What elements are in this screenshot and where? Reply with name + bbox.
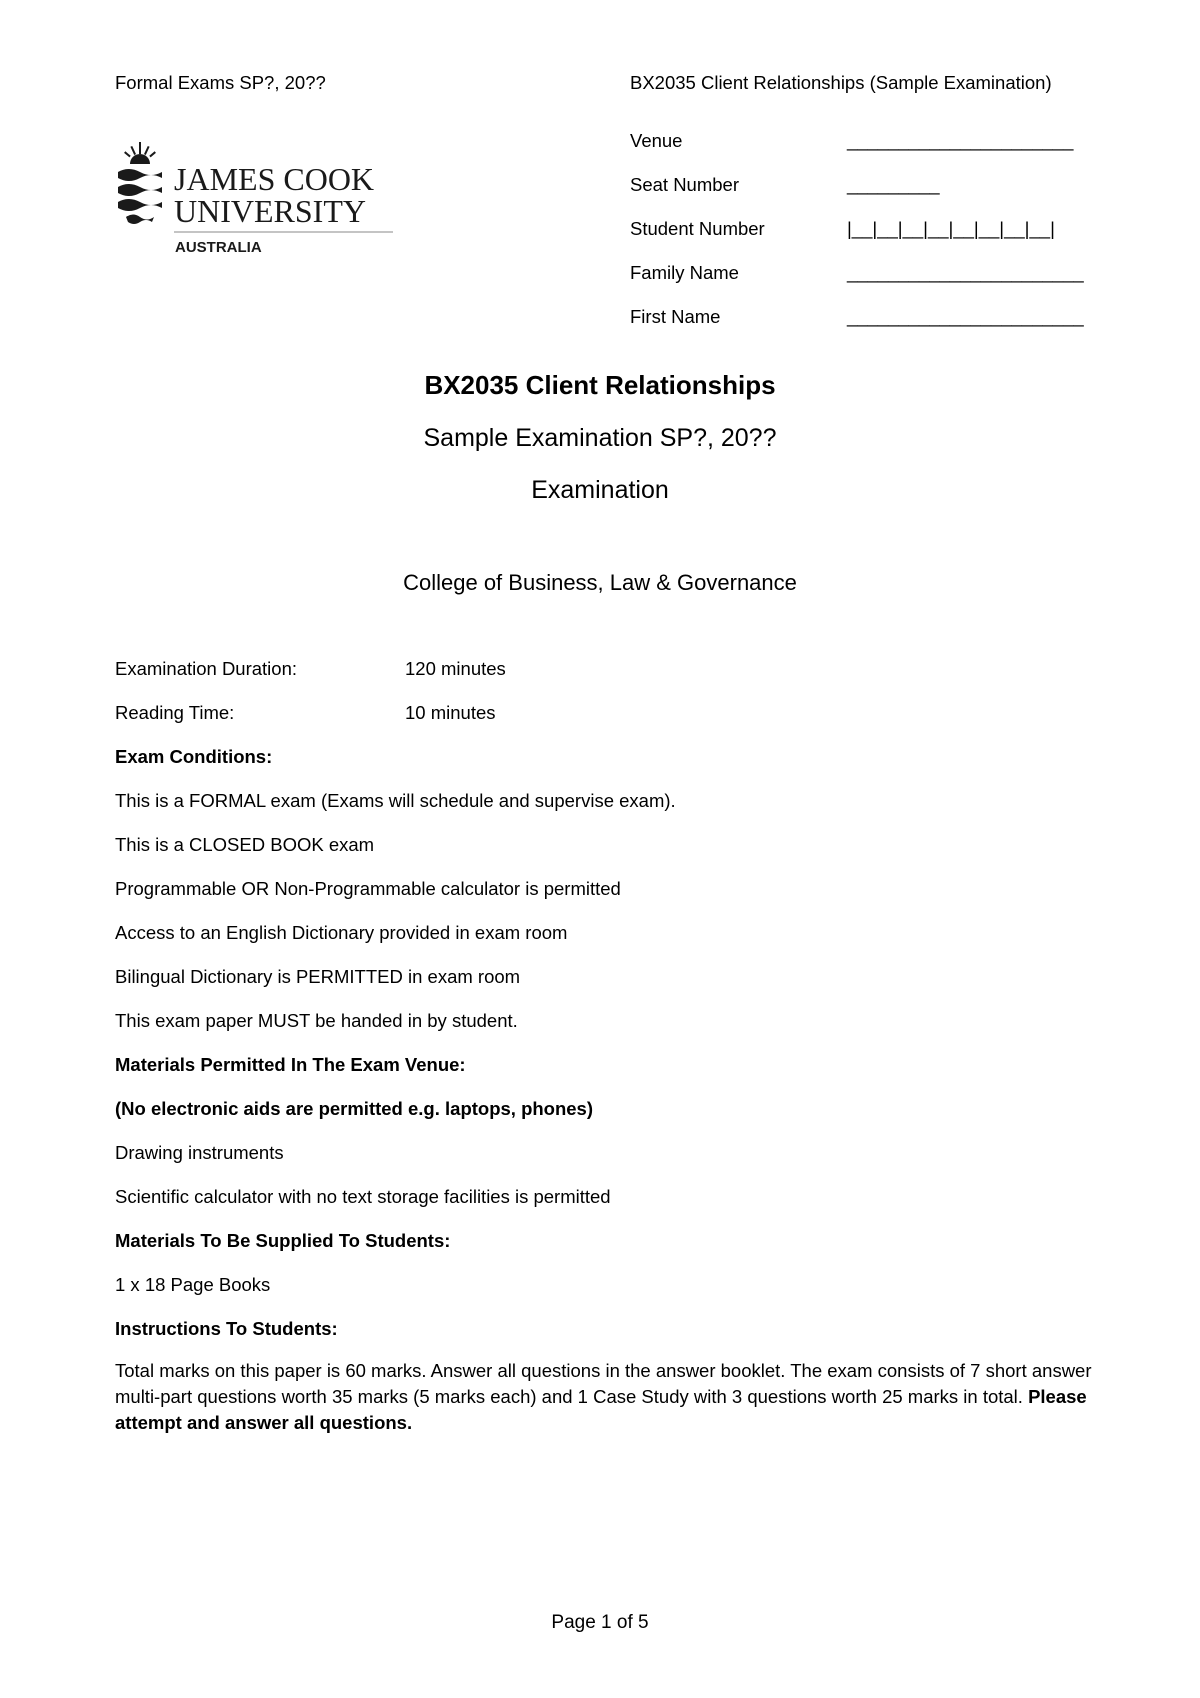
- student-number-boxes: |__|__|__|__|__|__|__|__|: [847, 218, 1055, 239]
- field-label: Student Number: [630, 218, 765, 239]
- venue-blank: ______________________: [847, 130, 1074, 151]
- seat-number-blank: _________: [847, 174, 940, 195]
- condition-item: This is a FORMAL exam (Exams will schedule and supervise exam).: [115, 790, 676, 811]
- university-logo: [118, 142, 398, 264]
- student-number-field: [630, 218, 1100, 262]
- instructions-heading: Instructions To Students:: [115, 1318, 338, 1339]
- supplied-item: 1 x 18 Page Books: [115, 1274, 271, 1295]
- material-item: Drawing instruments: [115, 1142, 284, 1163]
- logo-line1: JAMES COOK: [174, 161, 375, 197]
- field-label: Family Name: [630, 262, 739, 283]
- reading-value: 10 minutes: [405, 702, 496, 723]
- field-label: First Name: [630, 306, 721, 327]
- conditions-heading: Exam Conditions:: [115, 746, 273, 767]
- materials-heading: Materials Permitted In The Exam Venue:: [115, 1054, 466, 1075]
- condition-item: Bilingual Dictionary is PERMITTED in exam room: [115, 966, 521, 987]
- reading-label: Reading Time:: [115, 702, 235, 723]
- condition-item: This exam paper MUST be handed in by student.: [115, 1010, 518, 1031]
- duration-row: [115, 658, 506, 680]
- header-left: Formal Exams SP?, 20??: [115, 72, 326, 93]
- exam-type: Examination: [531, 476, 669, 504]
- field-label: Seat Number: [630, 174, 739, 195]
- family-name-blank: _______________________: [847, 262, 1084, 283]
- seat-number-field: [630, 174, 1100, 218]
- first-name-field: [630, 306, 1100, 350]
- condition-item: This is a CLOSED BOOK exam: [115, 834, 375, 855]
- field-label: Venue: [630, 130, 683, 151]
- exam-title: Sample Examination SP?, 20??: [423, 424, 777, 452]
- venue-field: [630, 130, 1100, 174]
- instructions-bold-text: Please attempt and answer all questions.: [115, 1386, 1087, 1433]
- header-right: BX2035 Client Relationships (Sample Examination): [630, 72, 1052, 93]
- instructions-paragraph: [115, 1358, 1100, 1436]
- college-name: College of Business, Law & Governance: [403, 570, 797, 595]
- family-name-field: [630, 262, 1100, 306]
- logo-line2: UNIVERSITY: [174, 193, 366, 229]
- first-name-blank: _______________________: [847, 306, 1084, 327]
- instructions-text: Total marks on this paper is 60 marks. Answer all questions in the answer booklet. The exam consists of 7 short answer multi-part questions worth 35 marks (5 marks each) and 1 Case Study with 3 questions worth 25 marks in total.: [115, 1360, 1092, 1407]
- reading-row: [115, 702, 496, 724]
- materials-subheading: (No electronic aids are permitted e.g. laptops, phones): [115, 1098, 594, 1119]
- duration-label: Examination Duration:: [115, 658, 298, 679]
- condition-item: Access to an English Dictionary provided in exam room: [115, 922, 568, 943]
- condition-item: Programmable OR Non-Programmable calculator is permitted: [115, 878, 621, 899]
- logo-line3: AUSTRALIA: [175, 239, 262, 256]
- material-item: Scientific calculator with no text storage facilities is permitted: [115, 1186, 611, 1207]
- page-number: Page 1 of 5: [551, 1612, 649, 1633]
- student-details: [630, 130, 1100, 350]
- supplied-heading: Materials To Be Supplied To Students:: [115, 1230, 451, 1251]
- duration-value: 120 minutes: [405, 658, 506, 679]
- course-title: BX2035 Client Relationships: [424, 370, 776, 400]
